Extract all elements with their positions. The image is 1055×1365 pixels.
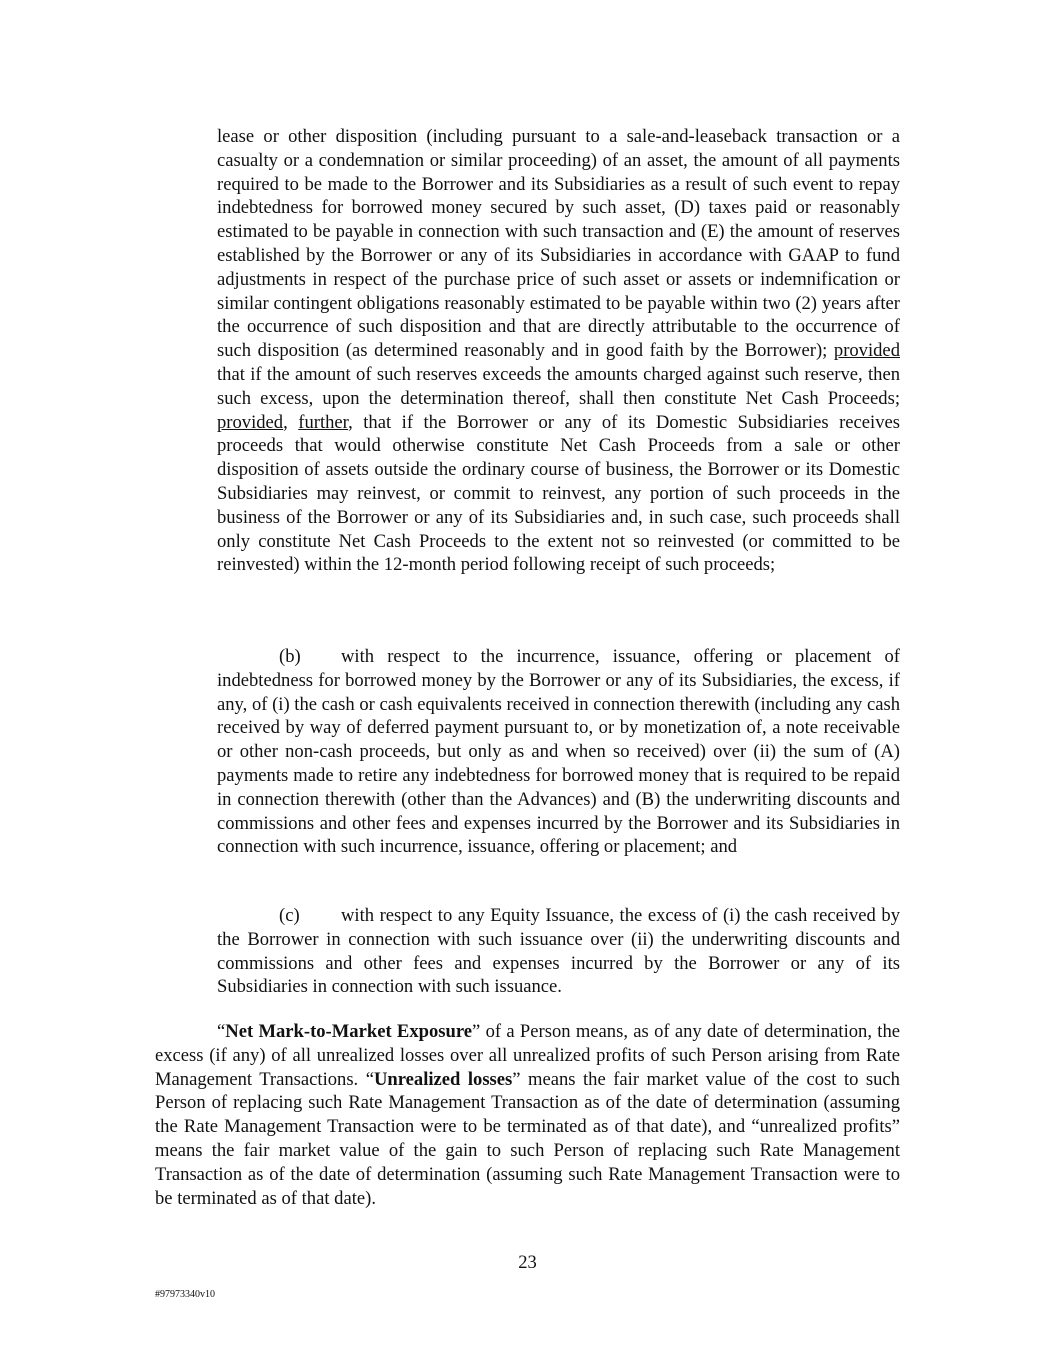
continued-text-2: that if the amount of such reserves exceeds the amounts charged against such reserve, then such excess, upon the determination thereof, shall then constitute Net Cash Proceeds; bbox=[217, 363, 900, 409]
defined-term-net-mark-to-market-exposure: Net Mark-to-Market Exposure bbox=[225, 1021, 473, 1042]
clause-b-paragraph bbox=[217, 645, 900, 859]
open-quote: “ bbox=[217, 1021, 226, 1042]
definition-text-1: ” of a Person means, as of any date of determination, the excess (if any) of all unrealized losses over all unrealized profits of such Person arising from Rate Management Transactions. “ bbox=[155, 1021, 900, 1090]
provided-term-2: provided bbox=[217, 411, 284, 433]
continued-text-1: lease or other disposition (including pursuant to a sale-and-leaseback transaction or a casualty or a condemnation or similar proceeding) of an asset, the amount of all payments required to be made to the Borrower and its Subsidiaries as a result of such event to repay indebtedness for borrowed money secured by such asset, (D) taxes paid or reasonably estimated to be payable in connection with such transaction and (E) the amount of reserves established by the Borrower or any of its Subsidiaries in accordance with GAAP to fund adjustments in respect of the purchase price of such asset or assets or indemnification or similar contingent obligations reasonably estimated to be payable within two (2) years after the occurrence of such disposition and that are directly attributable to the occurrence of such disposition (as determined reasonably and in good faith by the Borrower); bbox=[217, 126, 900, 362]
definition-text-2: ” means the fair market value of the cost to such Person of replacing such Rate Management Transaction as of the date of determination (assuming the Rate Management Transaction were to be terminated as of that date), and “unrealized profits” means the fair market value of the gain to such Person of replacing such Rate Management Transaction as of the date of determination (assuming such Rate Management Transaction were to be terminated as of that date). bbox=[155, 1068, 900, 1209]
clause-c-number: (c) bbox=[279, 905, 300, 926]
continued-text-3: , that if the Borrower or any of its Domestic Subsidiaries receives proceeds that would otherwise constitute Net Cash Proceeds from a sale or other disposition of assets outside the ordinary course of business, the Borrower or its Domestic Subsidiaries may reinvest, or commit to reinvest, any portion of such proceeds in the business of the Borrower or any of its Subsidiaries and, in such case, such proceeds shall only constitute Net Cash Proceeds to the extent not so reinvested (or committed to be reinvested) within the 12-month period following receipt of such proceeds; bbox=[217, 411, 900, 576]
comma-separator: , bbox=[283, 411, 299, 433]
defined-term-unrealized-losses: Unrealized losses bbox=[373, 1068, 513, 1090]
clause-c-text: with respect to any Equity Issuance, the excess of (i) the cash received by the Borrower in connection with such issuance over (ii) the underwriting discounts and commissions and other fees and expenses incurred by the Borrower or any of its Subsidiaries in connection with such issuance. bbox=[217, 905, 900, 998]
further-term: further bbox=[298, 411, 349, 433]
continued-paragraph bbox=[217, 125, 900, 577]
clause-b-text: with respect to the incurrence, issuance, offering or placement of indebtedness for borrowed money by the Borrower or any of its Subsidiaries, the excess, if any, of (i) the cash or cash equivalents received in connection therewith (including any cash received by way of deferred payment pursuant to, or by monetization of, a note receivable or other non-cash proceeds, but only as and when so received) over (ii) the sum of (A) payments made to retire any indebtedness for borrowed money that is required to be repaid in connection therewith (other than the Advances) and (B) the underwriting discounts and commissions and other fees and expenses incurred by the Borrower and its Subsidiaries in connection with such incurrence, issuance, offering or placement; and bbox=[217, 646, 900, 858]
clause-b-number: (b) bbox=[279, 646, 301, 667]
document-id: #97973340v10 bbox=[155, 1289, 215, 1300]
net-mark-to-market-definition bbox=[155, 1020, 900, 1210]
page-number: 23 bbox=[518, 1252, 537, 1273]
provided-term-1: provided bbox=[833, 340, 900, 362]
clause-c-paragraph bbox=[217, 904, 900, 999]
